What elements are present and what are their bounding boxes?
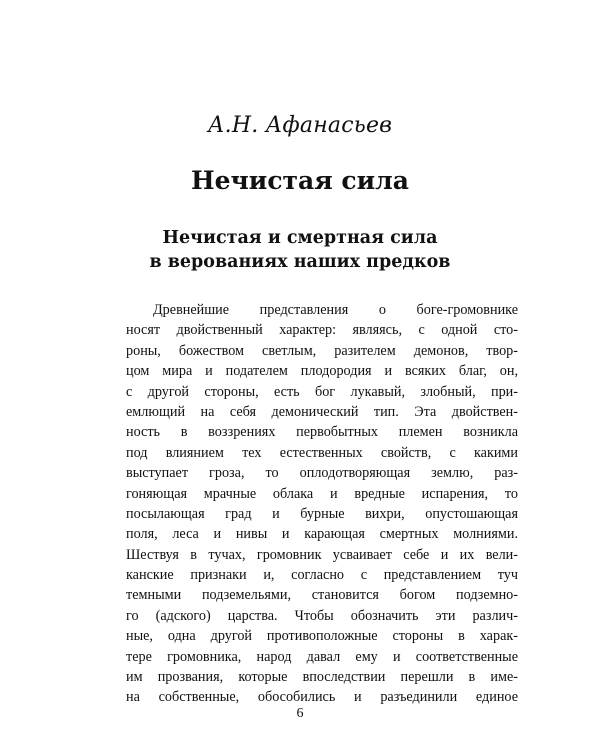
book-title: Нечистая сила [190, 166, 410, 195]
chapter-heading [0, 226, 600, 274]
text-line: тере громовника, народ давал ему и соответственные [126, 648, 518, 665]
text-line: роны, божеством светлым, разителем демонов, твор- [126, 342, 518, 359]
text-line: гоняющая мрачные облака и вредные испарения, то [126, 485, 518, 502]
text-line: с другой стороны, есть бог лукавый, злобный, при- [126, 383, 518, 400]
text-line: под влиянием тех естественных свойств, с какими [126, 444, 518, 461]
text-line: на собственные, обособились и разъединили единое [126, 689, 518, 706]
text-line: го (адского) царства. Чтобы обозначить эти различ- [126, 607, 518, 624]
page-number: 6 [296, 706, 304, 721]
body-paragraph [126, 300, 518, 708]
chapter-heading-line-2: в верованиях наших предков [149, 252, 451, 272]
text-line: посылающая град и бурные вихри, опустошающая [126, 505, 518, 522]
chapter-heading-line-1: Нечистая и смертная сила [162, 228, 438, 248]
text-line: канские признаки и, согласно с представлением туч [126, 567, 518, 584]
text-line: им прозвания, которые впоследствии перешли в име- [126, 669, 518, 686]
text-line: Шествуя в тучах, громовник усваивает себе и их вели- [126, 546, 518, 563]
text-line: ные, одна другой противоположные стороны в харак- [126, 628, 518, 645]
text-line: темными подземельями, становится богом подземно- [126, 587, 518, 604]
author-name: А.Н. Афанасьев [207, 113, 393, 138]
text-line: цом мира и подателем плодородия и всяких благ, он, [126, 363, 518, 380]
text-line: поля, леса и нивы и карающая смертных молниями. [126, 526, 518, 543]
text-line: ность в воззрениях первобытных племен возникла [126, 424, 518, 441]
text-line: выступает гроза, то оплодотворяющая землю, раз- [126, 465, 518, 482]
text-line: емлющий на себя демонический тип. Эта двойствен- [126, 403, 518, 420]
text-line: носят двойственный характер: являясь, с одной сто- [126, 322, 518, 339]
text-line: Древнейшие представления о боге-громовнике [153, 302, 518, 318]
